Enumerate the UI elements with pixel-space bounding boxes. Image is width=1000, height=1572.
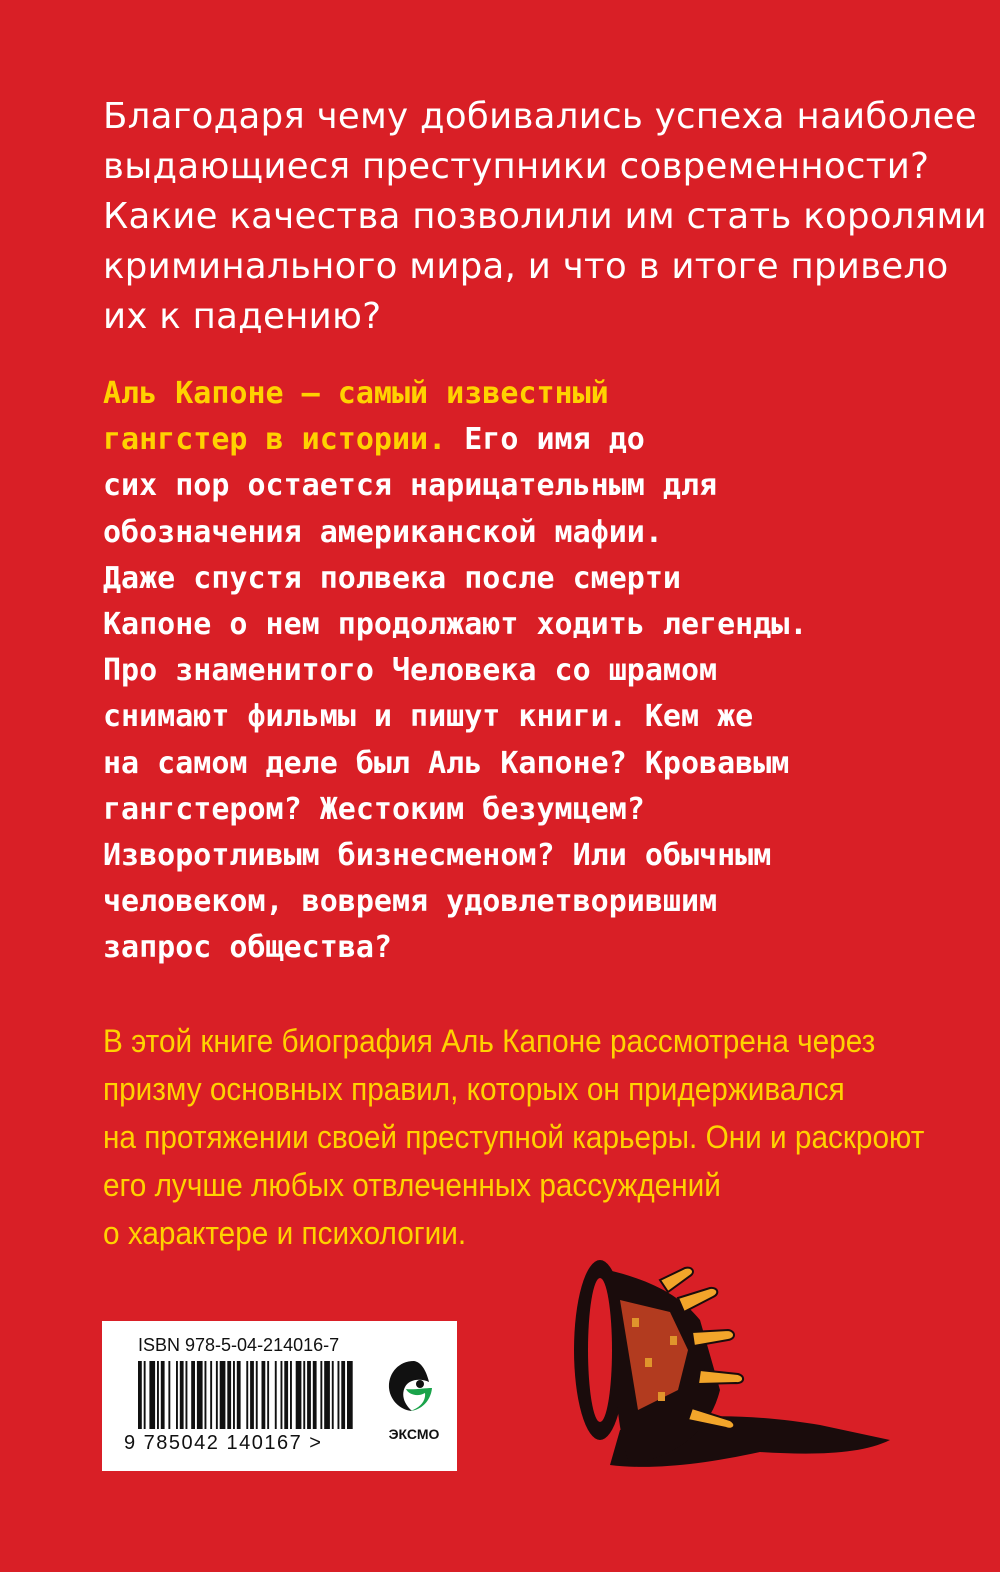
intro-line: их к падению? [103,296,382,337]
body-line: Изворотливым бизнесменом? Или обычным [103,838,772,874]
summary-line: на протяжении своей преступной карьеры. Они и раскроют [103,1119,925,1155]
barcode-digits: 9 785042 140167 > [124,1432,323,1454]
intro-line: Какие качества позволили им стать королями [103,196,987,237]
body-line: Про знаменитого Человека со шрамом [103,653,718,689]
intro-paragraph [103,92,987,342]
body-line: обозначения американской мафии. [103,514,663,550]
publisher-logo [374,1348,454,1448]
body-line: человеком, вовремя удовлетворившим [103,884,718,920]
body-line: на самом деле был Аль Капоне? Кровавым [103,745,790,781]
summary-line: его лучше любых отвлеченных рассуждений [103,1167,721,1203]
body-line: снимают фильмы и пишут книги. Кем же [103,699,754,735]
summary-paragraph [103,1017,925,1257]
body-line: гангстером? Жестоким безумцем? [103,791,645,827]
isbn-label: ISBN 978-5-04-214016-7 [138,1335,340,1355]
bullet-crown-icon [560,1240,900,1500]
eksmo-logo-icon [374,1348,454,1426]
intro-line: Благодаря чему добивались успеха наиболее [103,96,977,137]
summary-line: о характере и психологии. [103,1215,467,1251]
intro-line: выдающиеся преступники современности? [103,146,930,187]
typewriter-paragraph [103,371,923,972]
body-line: Капоне о нем продолжают ходить легенды. [103,607,808,643]
summary-line: В этой книге биография Аль Капоне рассмотрена через [103,1023,876,1059]
highlight-text: гангстер в истории. [103,422,447,458]
intro-line: криминального мира, и что в итоге привело [103,246,949,287]
publisher-name: ЭКСМО [388,1426,440,1442]
mixed-line [103,417,923,463]
body-text: Его имя до [446,422,645,458]
summary-line: призму основных правил, которых он придерживался [103,1071,845,1107]
body-line: сих пор остается нарицательным для [103,468,718,504]
body-line: запрос общества? [103,930,392,966]
highlight-line: Аль Капоне — самый известный [103,376,609,411]
body-line: Даже спустя полвека после смерти [103,560,681,596]
